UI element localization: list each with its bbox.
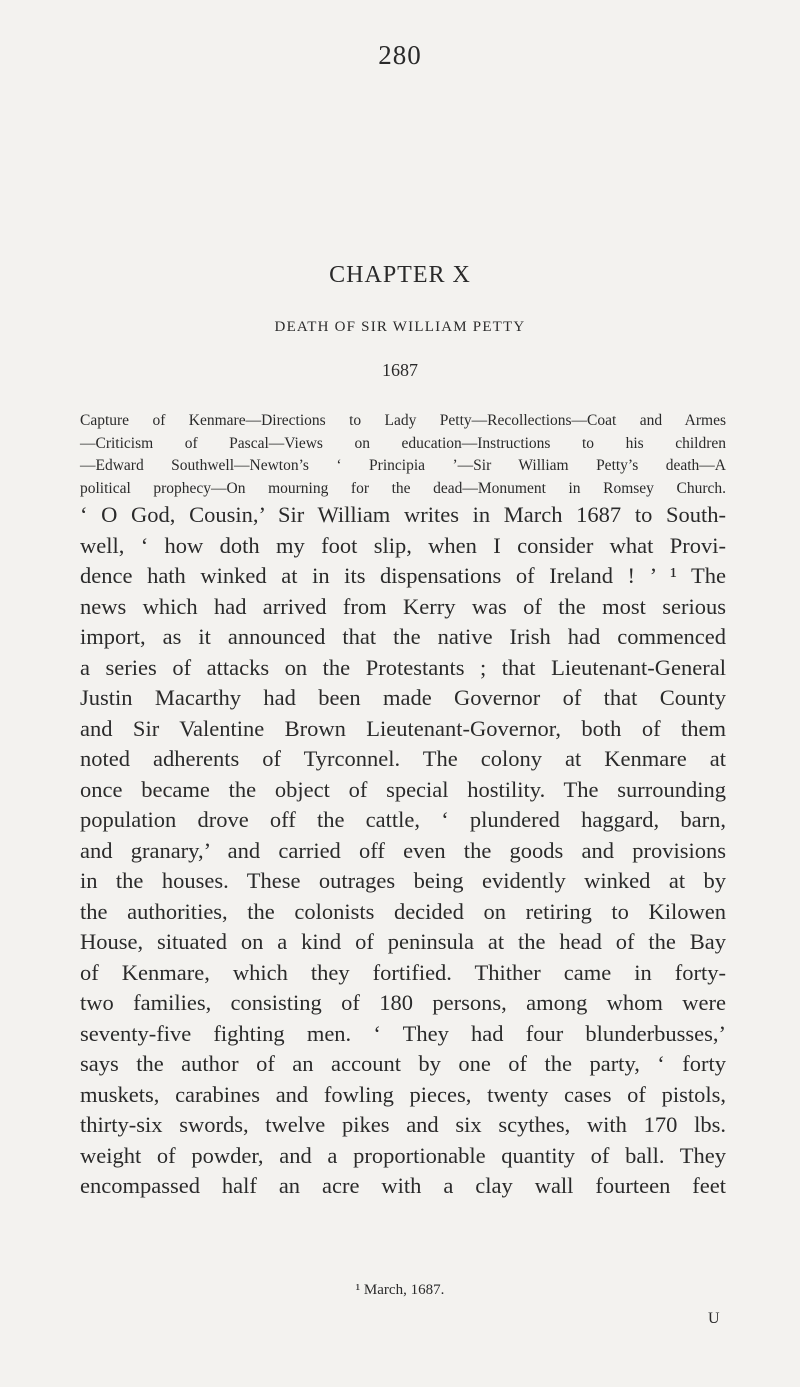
body-line: in the houses. These outrages being evidently winked at by [80, 868, 726, 893]
body-line: a series of attacks on the Protestants ; that Lieutenant-General [80, 654, 726, 680]
body-line: once became the object of special hostility. The surrounding [80, 776, 726, 802]
footnote: ¹ March, 1687. [355, 1282, 445, 1298]
body-line: the authorities, the colonists decided on retiring to Kilowen [80, 898, 726, 924]
body-line: noted adherents of Tyrconnel. The colony at Kenmare at [80, 746, 726, 771]
body-line: weight of powder, and a proportionable quantity of ball. They [80, 1142, 726, 1168]
body-line: thirty-six swords, twelve pikes and six scythes, with 170 lbs. [80, 1112, 726, 1137]
body-line: encompassed half an acre with a clay wall fourteen feet [80, 1173, 726, 1198]
body-line: of Kenmare, which they fortified. Thither came in forty- [80, 959, 726, 985]
synopsis-line: —Criticism of Pascal—Views on education—Instructions to his children [80, 434, 726, 452]
body-line: import, as it announced that the native Irish had commenced [80, 624, 726, 649]
body-line: and granary,’ and carried off even the goods and provisions [80, 837, 726, 863]
chapter-synopsis [80, 410, 726, 500]
synopsis-line: Capture of Kenmare—Directions to Lady Petty—Recollections—Coat and Armes [80, 412, 726, 429]
synopsis-line: —Edward Southwell—Newton’s ‘ Principia ’—Sir William Petty’s death—A [80, 457, 726, 474]
chapter-year: 1687 [382, 360, 418, 380]
body-line: says the author of an account by one of the party, ‘ forty [80, 1051, 726, 1076]
body-line: dence hath winked at in its dispensations of Ireland ! ’ ¹ The [80, 563, 726, 588]
chapter-title: CHAPTER X [329, 262, 471, 288]
body-line: muskets, carabines and fowling pieces, twenty cases of pistols, [80, 1081, 726, 1107]
body-line: news which had arrived from Kerry was of the most serious [80, 593, 726, 619]
body-text [80, 500, 726, 1202]
body-line: Justin Macarthy had been made Governor of that County [80, 685, 726, 710]
chapter-subtitle: DEATH OF SIR WILLIAM PETTY [274, 319, 526, 335]
signature-mark: U [708, 1310, 720, 1327]
body-line: population drove off the cattle, ‘ plundered haggard, barn, [80, 807, 726, 832]
body-line: ‘ O God, Cousin,’ Sir William writes in March 1687 to South- [80, 502, 726, 527]
body-line: House, situated on a kind of peninsula at the head of the Bay [80, 929, 726, 954]
synopsis-line: political prophecy—On mourning for the dead—Monument in Romsey Church. [80, 479, 726, 497]
body-line: two families, consisting of 180 persons, among whom were [80, 990, 726, 1015]
body-line: seventy-five fighting men. ‘ They had four blunderbusses,’ [80, 1020, 726, 1046]
body-line: well, ‘ how doth my foot slip, when I consider what Provi- [80, 532, 726, 558]
body-line: and Sir Valentine Brown Lieutenant-Governor, both of them [80, 715, 726, 741]
page-number: 280 [378, 40, 422, 70]
